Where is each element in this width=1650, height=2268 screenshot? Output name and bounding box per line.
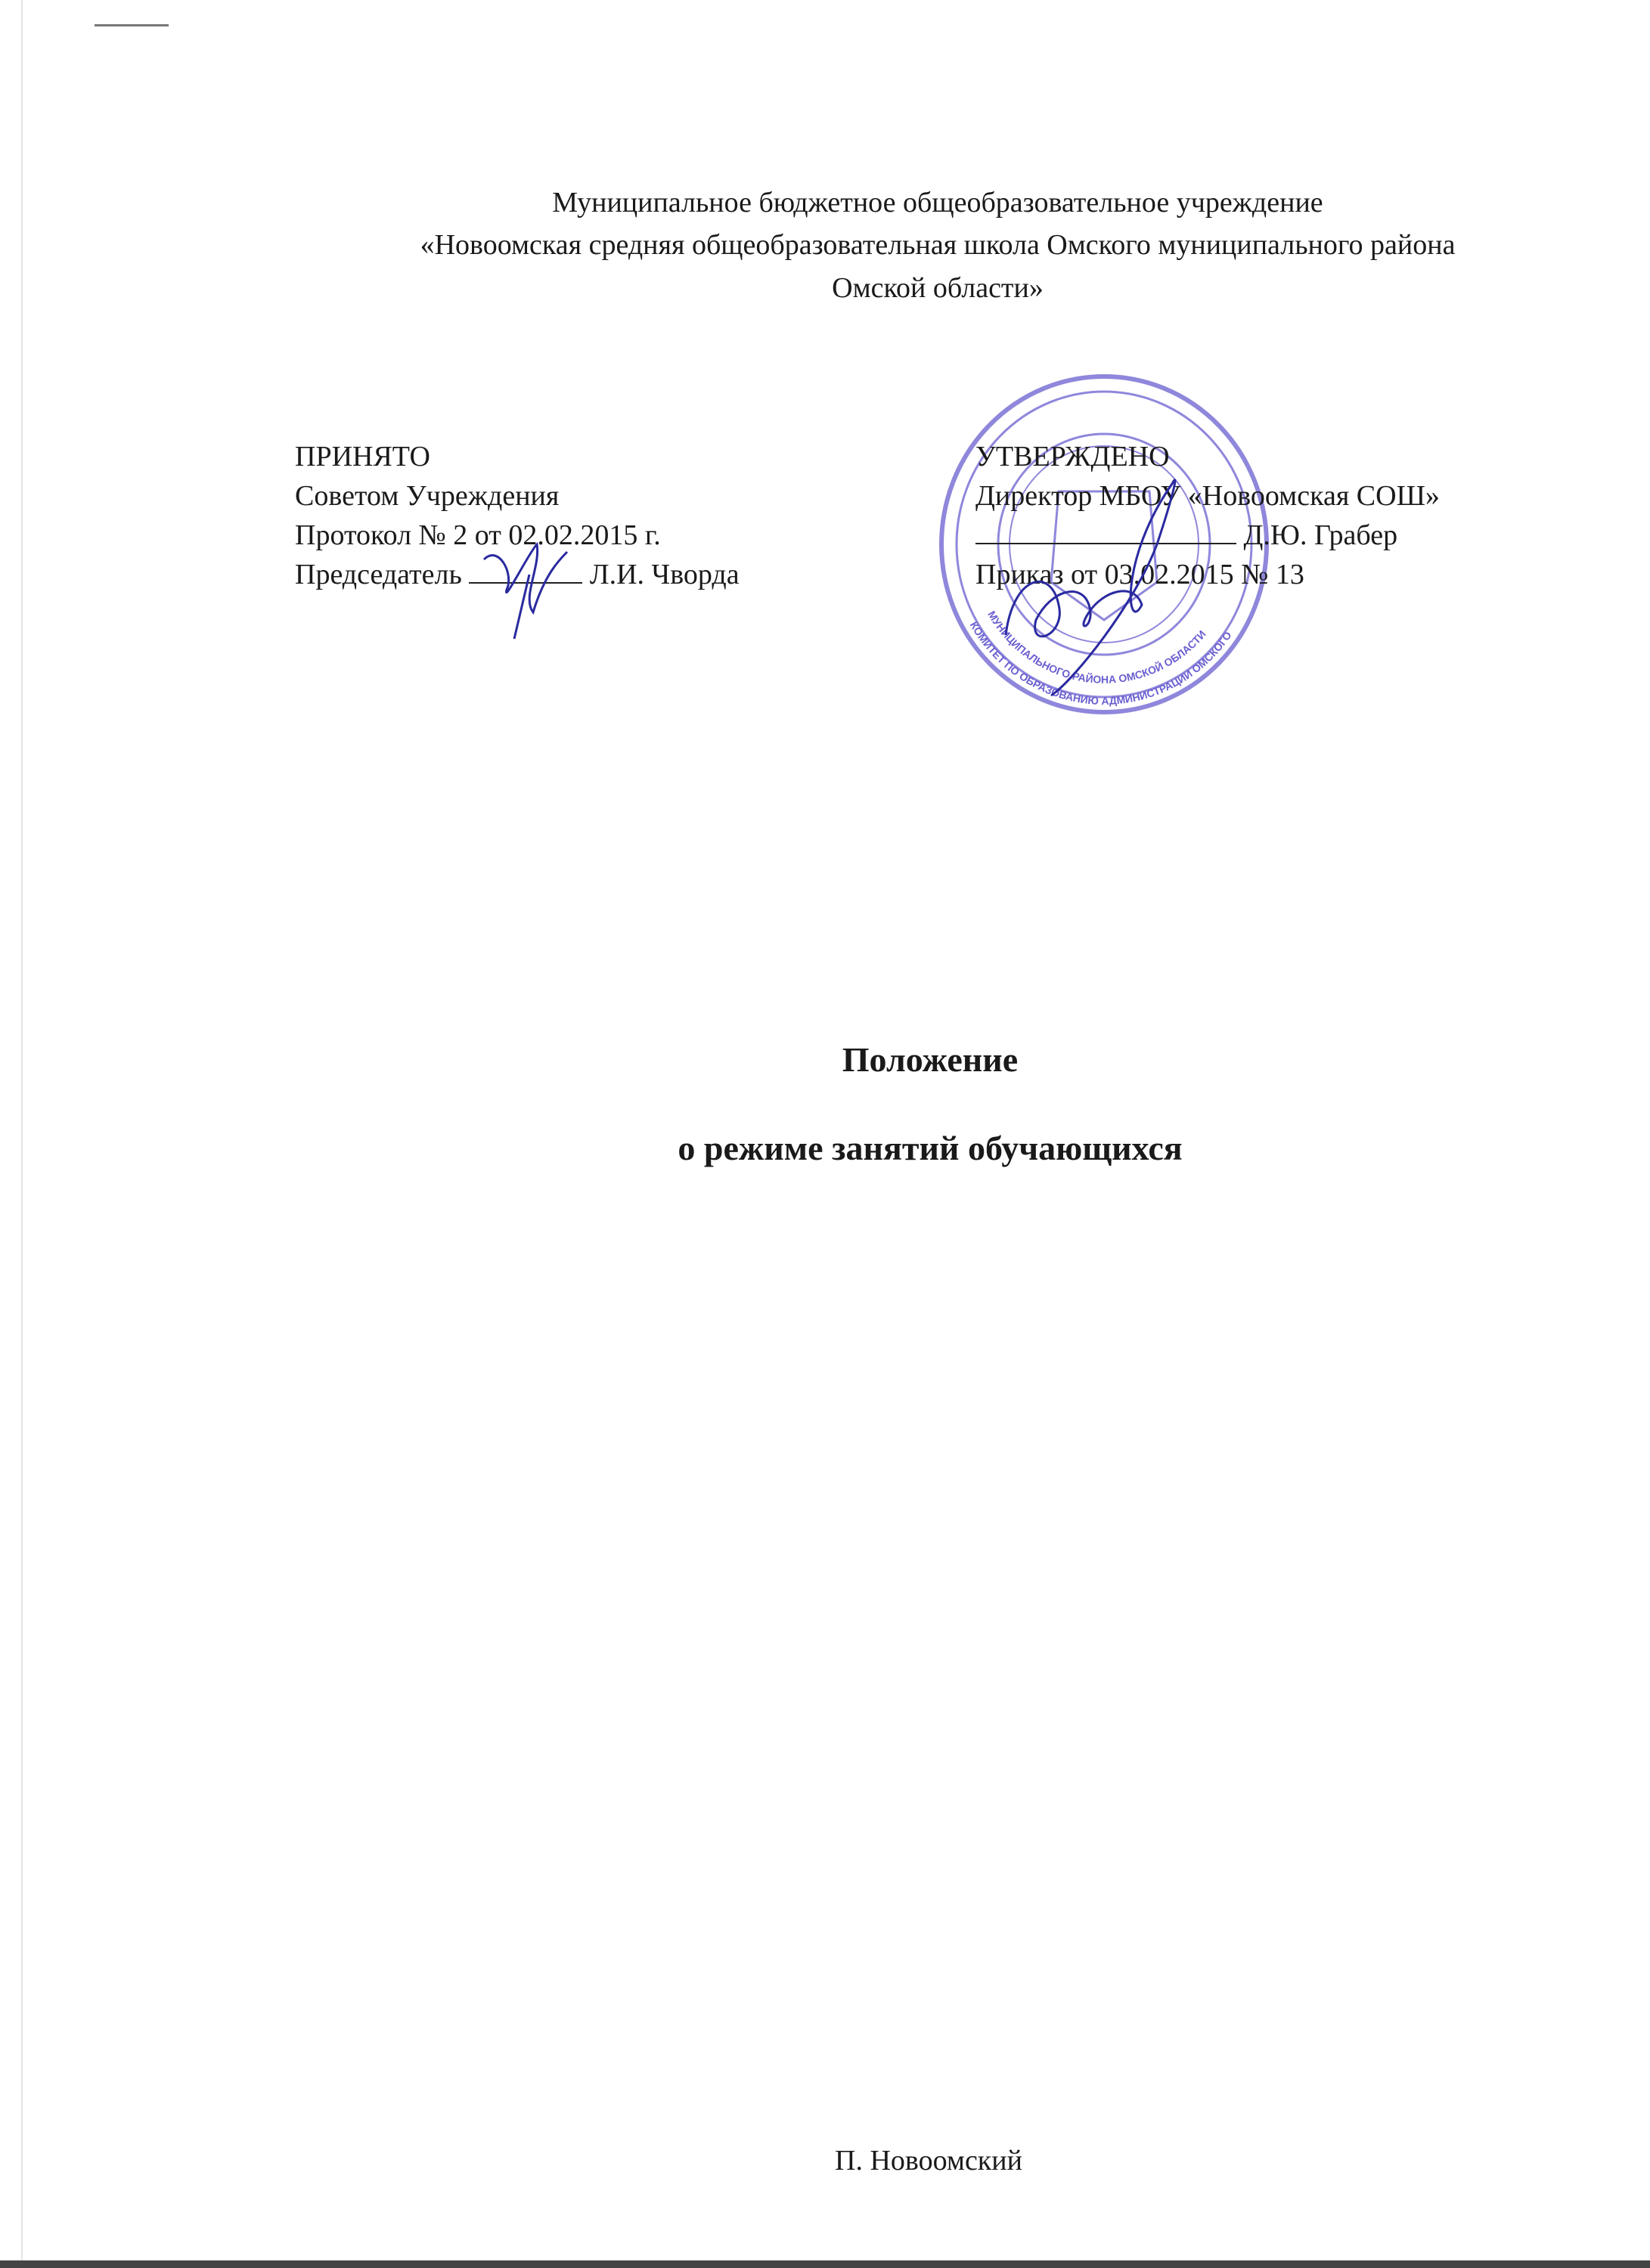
document-subtitle: о режиме занятий обучающихся	[678, 1129, 1183, 1167]
approved-position: Директор МБОУ «Новоомская СОШ»	[975, 480, 1440, 512]
document-title: Положение	[842, 1040, 1019, 1079]
accepted-heading: ПРИНЯТО	[295, 441, 430, 472]
footer-place: П. Новоомский	[835, 2145, 1022, 2177]
chair-label: Председатель	[295, 559, 462, 590]
accepted-body: Советом Учреждения	[295, 480, 560, 512]
header-line-1: Муниципальное бюджетное общеобразовательное учреждение	[552, 187, 1323, 218]
header-line-2: «Новоомская средняя общеобразовательная школа Омского муниципального района	[420, 229, 1456, 261]
stamp-text: КОМИТЕТ ПО ОБРАЗОВАНИЮ АДМИНИСТРАЦИИ ОМСКОГО	[967, 619, 1234, 707]
director-signature	[983, 454, 1225, 703]
approved-order: Приказ от 03.02.2015 № 13	[975, 559, 1304, 590]
chair-signature	[469, 529, 590, 643]
chair-name: Л.И. Чворда	[589, 559, 740, 590]
director-name: Д.Ю. Грабер	[1243, 519, 1398, 551]
scan-artifact-line	[95, 24, 169, 26]
stamp-text-continued: МУНИЦИПАЛЬНОГО РАЙОНА ОМСКОЙ ОБЛАСТИ	[985, 609, 1208, 686]
accepted-protocol: Протокол № 2 от 02.02.2015 г.	[295, 519, 661, 551]
approved-heading: УТВЕРЖДЕНО	[975, 441, 1170, 472]
header-line-3: Омской области»	[832, 272, 1044, 304]
scan-bottom-edge	[0, 2260, 1650, 2268]
